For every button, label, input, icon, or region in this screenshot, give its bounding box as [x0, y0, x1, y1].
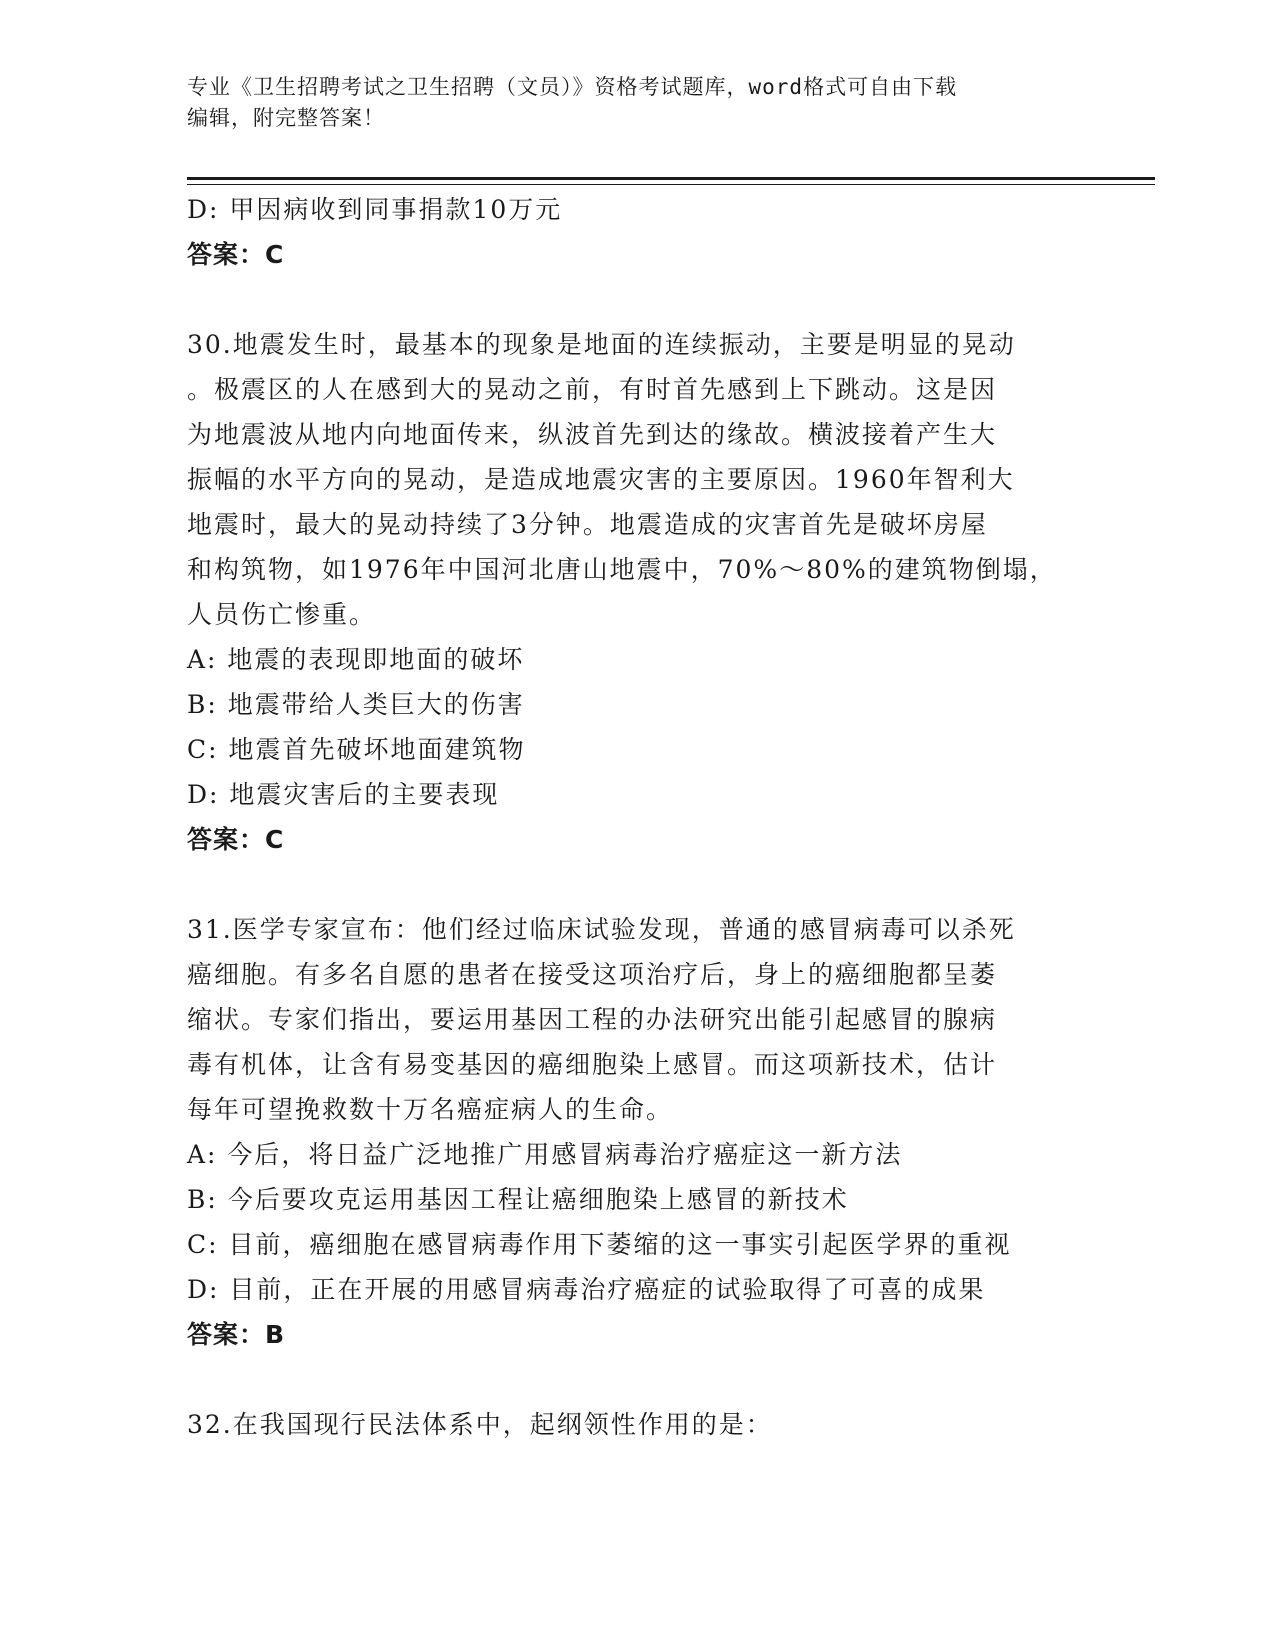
q31-answer: 答案：B [187, 1320, 286, 1349]
q30-stem-line: 地震时，最大的晃动持续了3分钟。地震造成的灾害首先是破坏房屋 [187, 510, 988, 539]
q30-option-a: A: 地震的表现即地面的破坏 [187, 645, 525, 674]
question-32 [187, 1402, 1087, 1447]
prev-option-d: D: 甲因病收到同事捐款10万元 [187, 195, 563, 224]
q31-option-a: A: 今后，将日益广泛地推广用感冒病毒治疗癌症这一新方法 [187, 1140, 903, 1169]
q30-stem-line: 为地震波从地内向地面传来，纵波首先到达的缘故。横波接着产生大 [187, 420, 998, 449]
spacer [187, 1357, 1087, 1402]
q30-stem-line: 人员伤亡惨重。 [187, 600, 377, 629]
page-header [187, 72, 1087, 134]
q30-option-b: B: 地震带给人类巨大的伤害 [187, 690, 525, 719]
header-rule-thin [187, 184, 1155, 185]
q31-option-c: C: 目前，癌细胞在感冒病毒作用下萎缩的这一事实引起医学界的重视 [187, 1230, 1012, 1259]
spacer [187, 277, 1087, 322]
q31-stem-line: 癌细胞。有多名自愿的患者在接受这项治疗后，身上的癌细胞都呈萎 [187, 960, 998, 989]
q30-option-d: D: 地震灾害后的主要表现 [187, 780, 500, 809]
q31-stem-line: 31.医学专家宣布：他们经过临床试验发现，普通的感冒病毒可以杀死 [187, 915, 1016, 944]
q30-stem-line: 振幅的水平方向的晃动，是造成地震灾害的主要原因。1960年智利大 [187, 465, 1015, 494]
document-body [187, 187, 1087, 1447]
q31-option-b: B: 今后要攻克运用基因工程让癌细胞染上感冒的新技术 [187, 1185, 849, 1214]
question-31 [187, 907, 1087, 1357]
q30-stem-line: 。极震区的人在感到大的晃动之前，有时首先感到上下跳动。这是因 [187, 375, 998, 404]
q31-option-d: D: 目前，正在开展的用感冒病毒治疗癌症的试验取得了可喜的成果 [187, 1275, 986, 1304]
q30-stem-line: 30.地震发生时，最基本的现象是地面的连续振动，主要是明显的晃动 [187, 330, 1016, 359]
q31-stem-line: 每年可望挽救数十万名癌症病人的生命。 [187, 1095, 674, 1124]
q30-stem-line: 和构筑物，如1976年中国河北唐山地震中，70%～80%的建筑物倒塌， [187, 555, 1057, 584]
q31-stem-line: 毒有机体，让含有易变基因的癌细胞染上感冒。而这项新技术，估计 [187, 1050, 998, 1079]
header-rule-thick [187, 177, 1155, 180]
header-line-2: 编辑，附完整答案！ [187, 106, 385, 130]
prev-answer: 答案：C [187, 240, 285, 269]
q32-stem-line: 32.在我国现行民法体系中，起纲领性作用的是： [187, 1410, 773, 1439]
spacer [187, 862, 1087, 907]
q30-answer: 答案：C [187, 825, 285, 854]
question-30 [187, 322, 1087, 862]
q30-option-c: C: 地震首先破坏地面建筑物 [187, 735, 526, 764]
header-line-1: 专业《卫生招聘考试之卫生招聘（文员）》资格考试题库，word格式可自由下载 [187, 75, 958, 99]
q31-stem-line: 缩状。专家们指出，要运用基因工程的办法研究出能引起感冒的腺病 [187, 1005, 998, 1034]
